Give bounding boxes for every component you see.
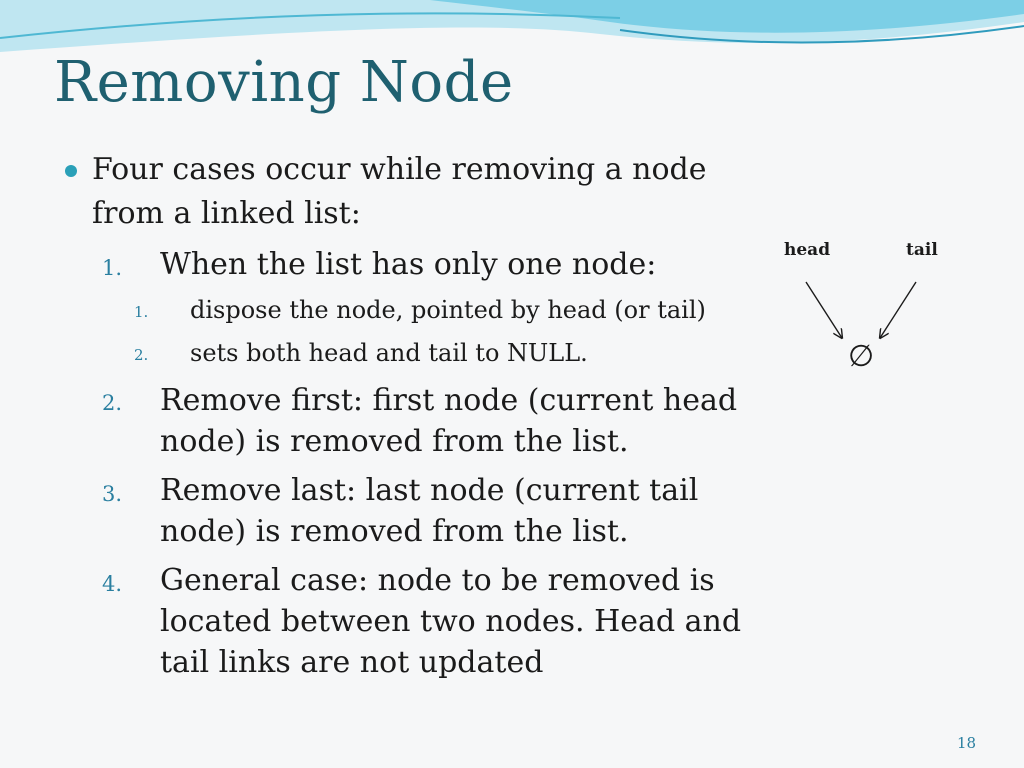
tail-arrow (880, 282, 916, 338)
slide-title: Removing Node (54, 50, 514, 115)
case-text: tail links are not updated (160, 645, 544, 680)
null-symbol: ∅ (848, 339, 875, 374)
intro-line-1: Four cases occur while removing a node (92, 152, 707, 187)
head-arrow (806, 282, 842, 338)
case-text: When the list has only one node: (160, 247, 657, 282)
case-number: 4. (102, 572, 123, 596)
case-number: 3. (102, 482, 123, 506)
page-number: 18 (957, 734, 977, 752)
tail-label: tail (906, 240, 938, 260)
case-text: node) is removed from the list. (160, 424, 629, 459)
case-text: General case: node to be removed is (160, 563, 715, 598)
subitem-number: 2. (134, 346, 149, 364)
case-text: located between two nodes. Head and (160, 604, 742, 639)
case-text: Remove first: first node (current head (160, 383, 738, 418)
intro-line-2: from a linked list: (92, 196, 361, 231)
subitem-text: sets both head and tail to NULL. (190, 339, 588, 367)
case-number: 2. (102, 391, 123, 415)
subitem-text: dispose the node, pointed by head (or tail) (190, 296, 706, 324)
subitem-number: 1. (134, 303, 149, 321)
case-text: Remove last: last node (current tail (160, 473, 699, 508)
case-number: 1. (102, 256, 123, 280)
case-text: node) is removed from the list. (160, 514, 629, 549)
head-label: head (784, 240, 831, 260)
